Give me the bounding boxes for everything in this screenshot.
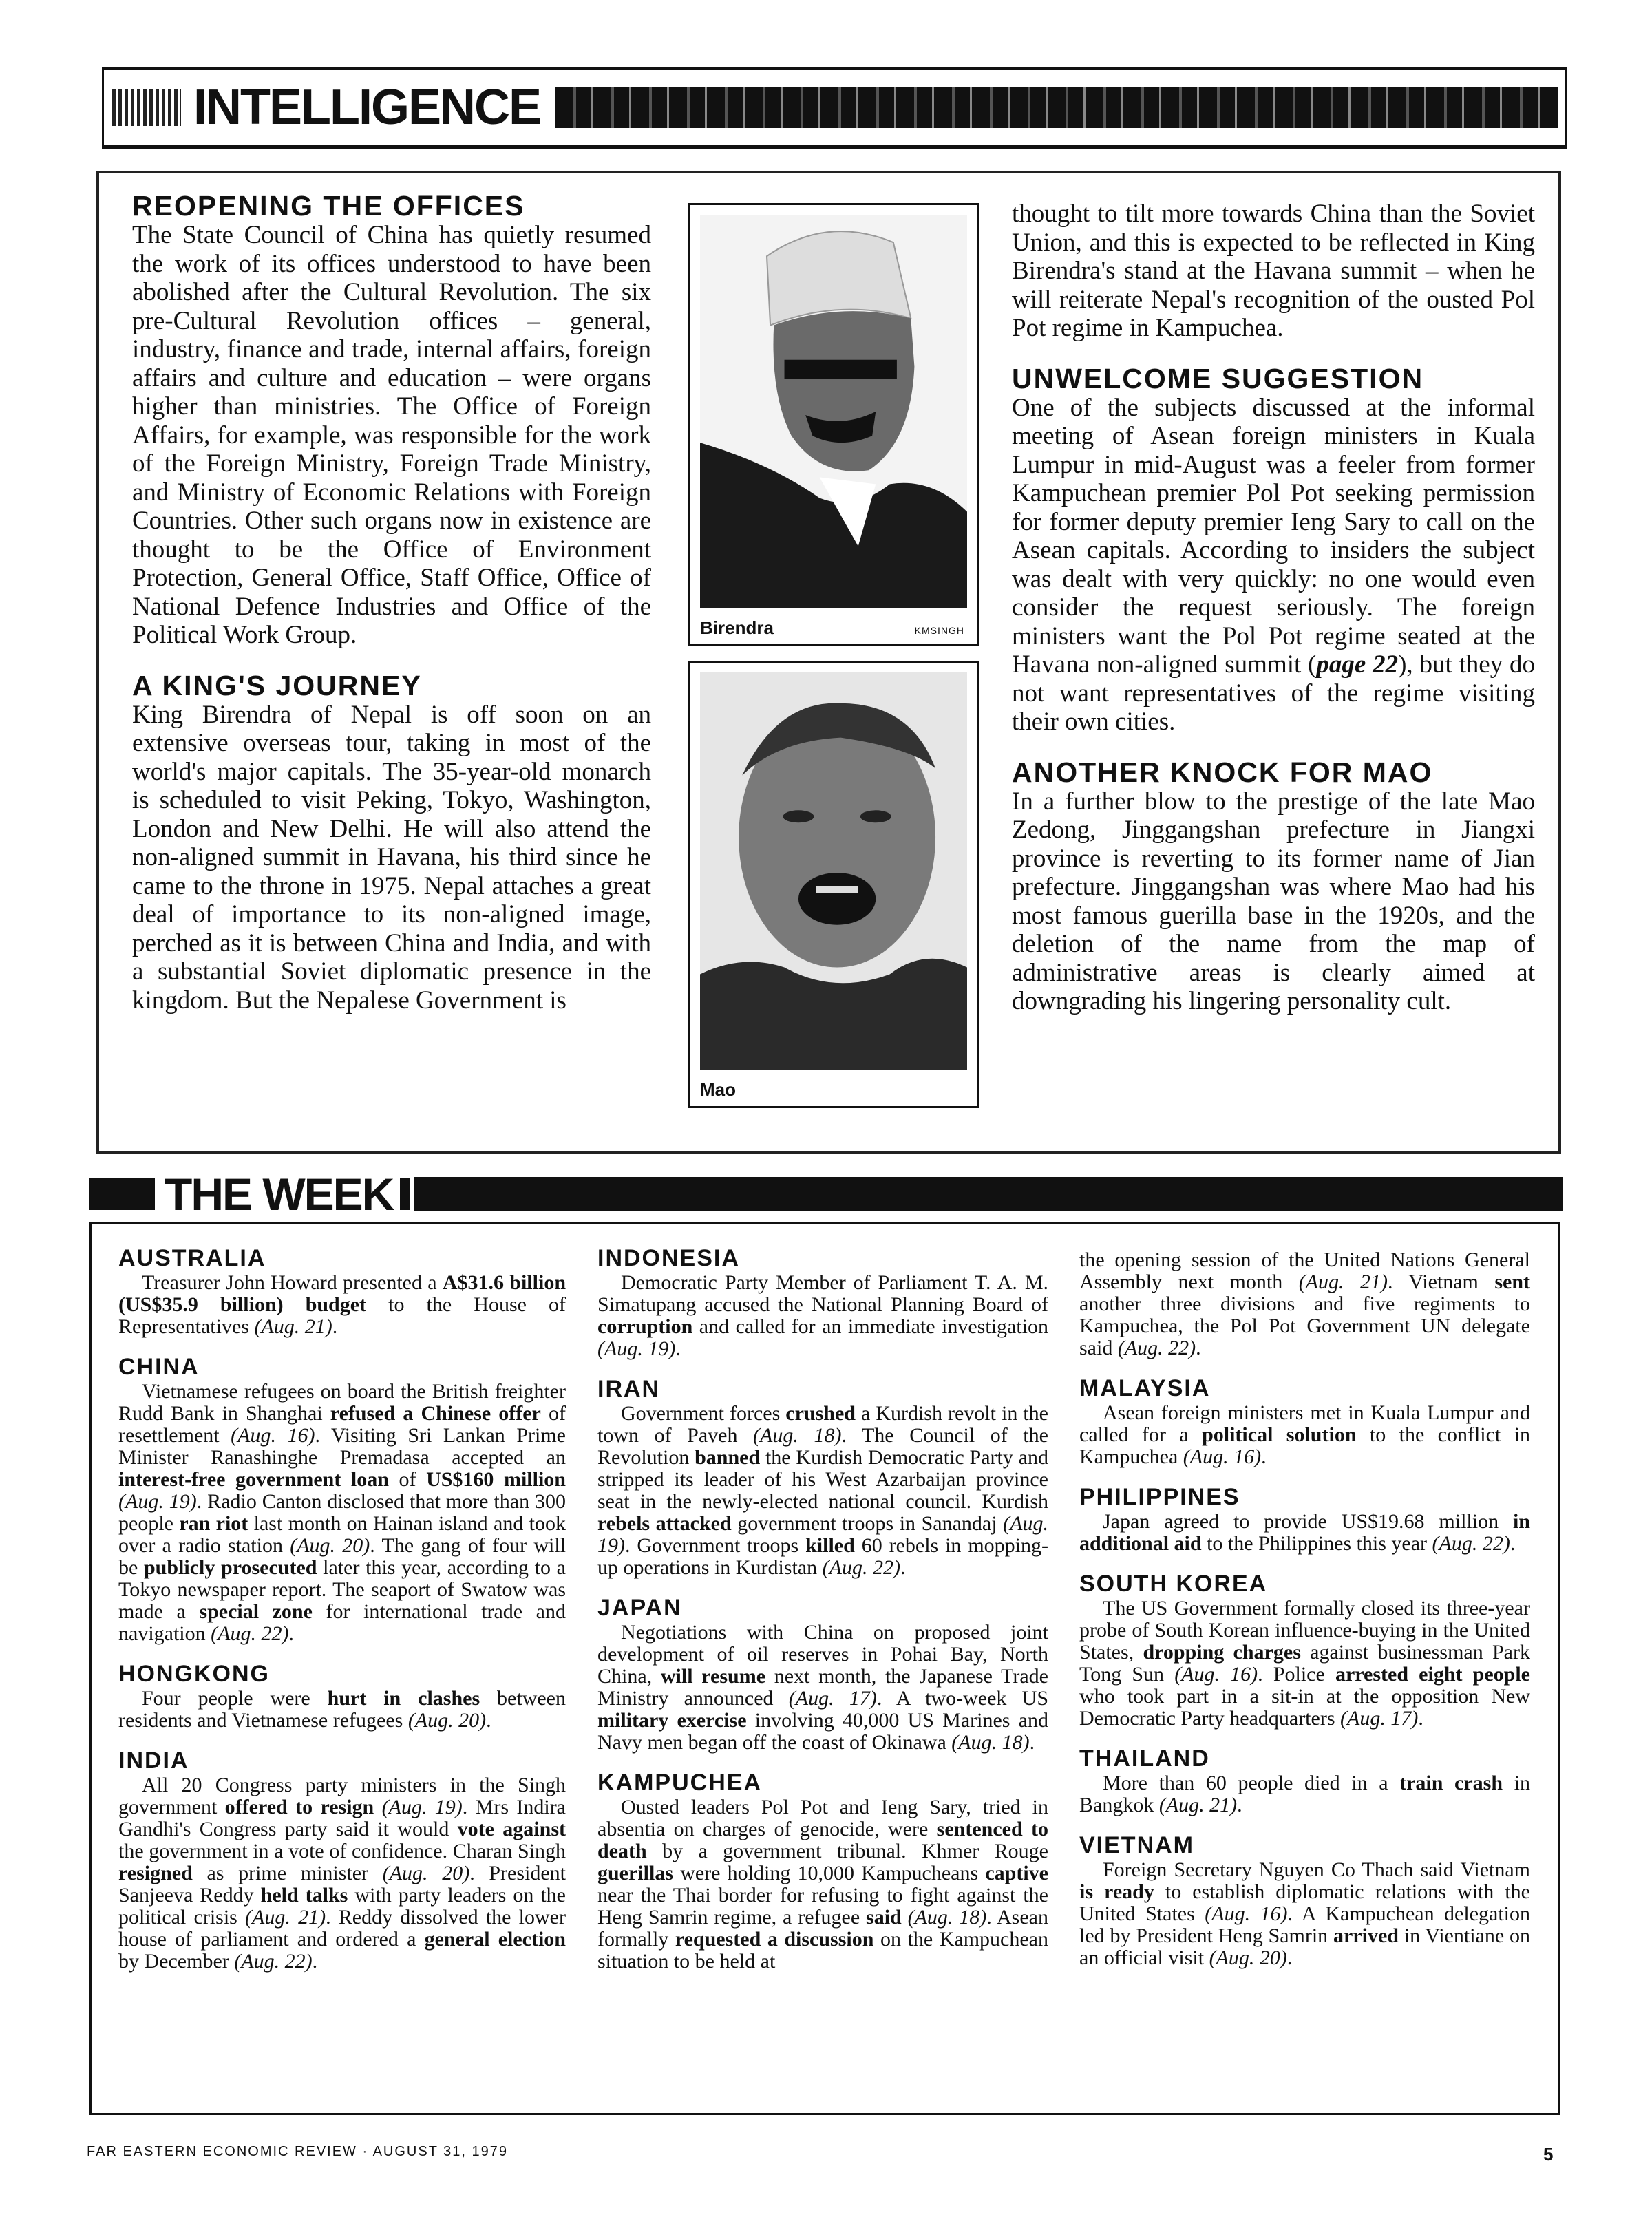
heading-south-korea: SOUTH KOREA xyxy=(1079,1571,1268,1597)
page-reference: page 22 xyxy=(1316,650,1399,679)
heading-indonesia: INDONESIA xyxy=(597,1245,740,1271)
heading-philippines: PHILIPPINES xyxy=(1079,1484,1240,1510)
heading-mao: ANOTHER KNOCK FOR MAO xyxy=(1012,756,1433,788)
heading-india: INDIA xyxy=(118,1748,189,1774)
week-column-3 xyxy=(1079,1249,1530,1984)
brief-japan: Negotiations with China on proposed joint development of oil reserves in Pohai Bay, North China, will resume next month, the Japanese Trade Ministry announced (Aug. 17). A two-week US military exercise involving 40,000 US Marines and Navy men began off the coast of Okinawa (Aug. 18). xyxy=(597,1621,1048,1754)
the-week-banner xyxy=(89,1170,1563,1218)
heading-china: CHINA xyxy=(118,1354,200,1380)
brief-kampuchea-continued: the opening session of the United Nations General Assembly next month (Aug. 21). Vietnam sent another three divisions and five regiments to Kampuchea, the Pol Pot Government UN delegate said (Aug. 22). xyxy=(1079,1249,1530,1359)
brief-south-korea: The US Government formally closed its three-year probe of South Korean influence-buying in the United States, dropping charges against businessman Park Tong Sun (Aug. 16). Police arrested eight people who took part in a sit-in at the opposition New Democratic Party headquarters (Aug. 17). xyxy=(1079,1597,1530,1730)
photo-birendra xyxy=(688,203,979,646)
week-column-1 xyxy=(118,1244,566,1988)
intelligence-banner xyxy=(102,67,1567,149)
heading-malaysia: MALAYSIA xyxy=(1079,1375,1211,1401)
heading-hongkong: HONGKONG xyxy=(118,1661,270,1687)
brief-thailand: More than 60 people died in a train crash in Bangkok (Aug. 21). xyxy=(1079,1772,1530,1816)
intelligence-column-left xyxy=(132,191,651,1015)
birendra-portrait xyxy=(700,215,967,608)
mao-portrait xyxy=(700,672,967,1070)
week-section-title: THE WEEK xyxy=(165,1169,394,1220)
article-kings-journey-body: King Birendra of Nepal is off soon on an extensive overseas tour, taking in most of the world's major capitals. The 35-year-old monarch is scheduled to visit Peking, Tokyo, Washington, London and New Delhi. He will also attend the non-aligned summit in Havana, his third since he came to the throne in 1975. Nepal attaches a great deal of importance to its non-aligned image, perched as it is between China and India, and with a substantial Soviet diplomatic presence in the kingdom. But the Nepalese Government is xyxy=(132,700,651,1015)
article-mao-body: In a further blow to the prestige of the late Mao Zedong, Jinggangshan prefecture in Jiangxi province is reverting to its former name of Jian prefecture. Jinggangshan was where Mao had his most famous guerilla base in the 1920s, and the deletion of the name from the map of administrative areas is clearly aimed at downgrading his lingering personality cult. xyxy=(1012,787,1535,1015)
footer-publication: FAR EASTERN ECONOMIC REVIEW · AUGUST 31, 1979 xyxy=(87,2144,508,2159)
banner-bar xyxy=(414,1177,1563,1211)
photo-caption-birendra: Birendra xyxy=(700,617,774,638)
article-kings-journey-continued: thought to tilt more towards China than the Soviet Union, and this is expected to be reflected in King Birendra's stand at the Havana summit – when he will reiterate Nepal's recognition of the ousted Pol Pot regime in Kampuchea. xyxy=(1012,200,1535,342)
heading-japan: JAPAN xyxy=(597,1595,682,1621)
brief-australia: Treasurer John Howard presented a A$31.6 billion (US$35.9 billion) budget to the House of Representatives (Aug. 21). xyxy=(118,1271,566,1338)
brief-india: All 20 Congress party ministers in the Singh government offered to resign (Aug. 19). Mrs Indira Gandhi's Congress party said it would vote against the government in a vote of confidence. Charan Singh resigned as prime minister (Aug. 20). President Sanjeeva Reddy held talks with party leaders on the political crisis (Aug. 21). Reddy dissolved the lower house of parliament and ordered a general election by December (Aug. 22). xyxy=(118,1774,566,1973)
brief-hongkong: Four people were hurt in clashes between residents and Vietnamese refugees (Aug. 20). xyxy=(118,1687,566,1732)
heading-thailand: THAILAND xyxy=(1079,1745,1210,1772)
banner-square xyxy=(89,1178,155,1210)
heading-kampuchea: KAMPUCHEA xyxy=(597,1770,762,1796)
heading-iran: IRAN xyxy=(597,1376,661,1402)
photo-caption-mao: Mao xyxy=(700,1079,736,1100)
heading-vietnam: VIETNAM xyxy=(1079,1832,1194,1858)
brief-iran: Government forces crushed a Kurdish revolt in the town of Paveh (Aug. 18). The Council of the Revolution banned the Kurdish Democratic Party and stripped its leader of his West Azarbaijan province seat in the newly-elected national council. Kurdish rebels attacked government troops in Sanandaj (Aug. 19). Government troops killed 60 rebels in mopping-up operations in Kurdistan (Aug. 22). xyxy=(597,1402,1048,1579)
week-column-2 xyxy=(597,1244,1048,1973)
banner-bar xyxy=(555,87,1558,128)
brief-vietnam: Foreign Secretary Nguyen Co Thach said Vietnam is ready to establish diplomatic relations with the United States (Aug. 16). A Kampuchean delegation led by President Heng Samrin arrived in Vientiane on an official visit (Aug. 20). xyxy=(1079,1858,1530,1969)
heading-australia: AUSTRALIA xyxy=(118,1245,266,1271)
intelligence-column-right xyxy=(1012,200,1535,1016)
banner-tick xyxy=(400,1178,410,1210)
photo-credit: KMSINGH xyxy=(914,625,964,636)
heading-unwelcome: UNWELCOME SUGGESTION xyxy=(1012,362,1424,394)
page-number: 5 xyxy=(1543,2144,1554,2165)
photo-mao xyxy=(688,661,979,1108)
article-reopening-body: The State Council of China has quietly resumed the work of its offices understood to have been abolished after the Cultural Revolution. The six pre-Cultural Revolution offices – general, industry, finance and trade, internal affairs, foreign affairs and culture and education – were organs higher than ministries. The Office of Foreign Affairs, for example, was responsible for the work of the Foreign Ministry, Foreign Trade Ministry, and Ministry of Economic Relations with Foreign Countries. Other such organs now in existence are thought to be the Office of Environment Protection, General Office, Staff Office, Office of National Defence Industries and Office of the Political Work Group. xyxy=(132,221,651,649)
banner-texture xyxy=(112,89,181,126)
heading-kings-journey: A KING'S JOURNEY xyxy=(132,669,422,701)
brief-malaysia: Asean foreign ministers met in Kuala Lumpur and called for a political solution to the conflict in Kampuchea (Aug. 16). xyxy=(1079,1401,1530,1468)
brief-kampuchea: Ousted leaders Pol Pot and Ieng Sary, tried in absentia on charges of genocide, were sentenced to death by a government tribunal. Khmer Rouge guerillas were holding 10,000 Kampucheans captive near the Thai border for refusing to fight against the Heng Samrin regime, a refugee said (Aug. 18). Asean formally requested a discussion on the Kampuchean situation to be held at xyxy=(597,1796,1048,1973)
article-unwelcome-body: One of the subjects discussed at the informal meeting of Asean foreign ministers in Kuala Lumpur in mid-August was a feeler from former Kampuchean premier Pol Pot seeking permission for former deputy premier Ieng Sary to call on the Asean capitals. According to insiders the subject was dealt with very quickly: no one would even consider the request seriously. The foreign ministers want the Pol Pot regime seated at the Havana non-aligned summit (page 22), but they do not want representatives of the regime visiting their own cities. xyxy=(1012,393,1535,736)
brief-china: Vietnamese refugees on board the British freighter Rudd Bank in Shanghai refused a Chinese offer of resettlement (Aug. 16). Visiting Sri Lankan Prime Minister Ranashinghe Premadasa accepted an interest-free government loan of US$160 million (Aug. 19). Radio Canton disclosed that more than 300 people ran riot last month on Hainan island and took over a radio station (Aug. 20). The gang of four will be publicly prosecuted later this year, according to a Tokyo newspaper report. The seaport of Swatow was made a special zone for international trade and navigation (Aug. 22). xyxy=(118,1380,566,1645)
brief-indonesia: Democratic Party Member of Parliament T. A. M. Simatupang accused the National Planning Board of corruption and called for an immediate investigation (Aug. 19). xyxy=(597,1271,1048,1360)
section-title: INTELLIGENCE xyxy=(193,80,541,135)
heading-reopening: REOPENING THE OFFICES xyxy=(132,190,525,222)
brief-philippines: Japan agreed to provide US$19.68 million in additional aid to the Philippines this year (Aug. 22). xyxy=(1079,1510,1530,1555)
